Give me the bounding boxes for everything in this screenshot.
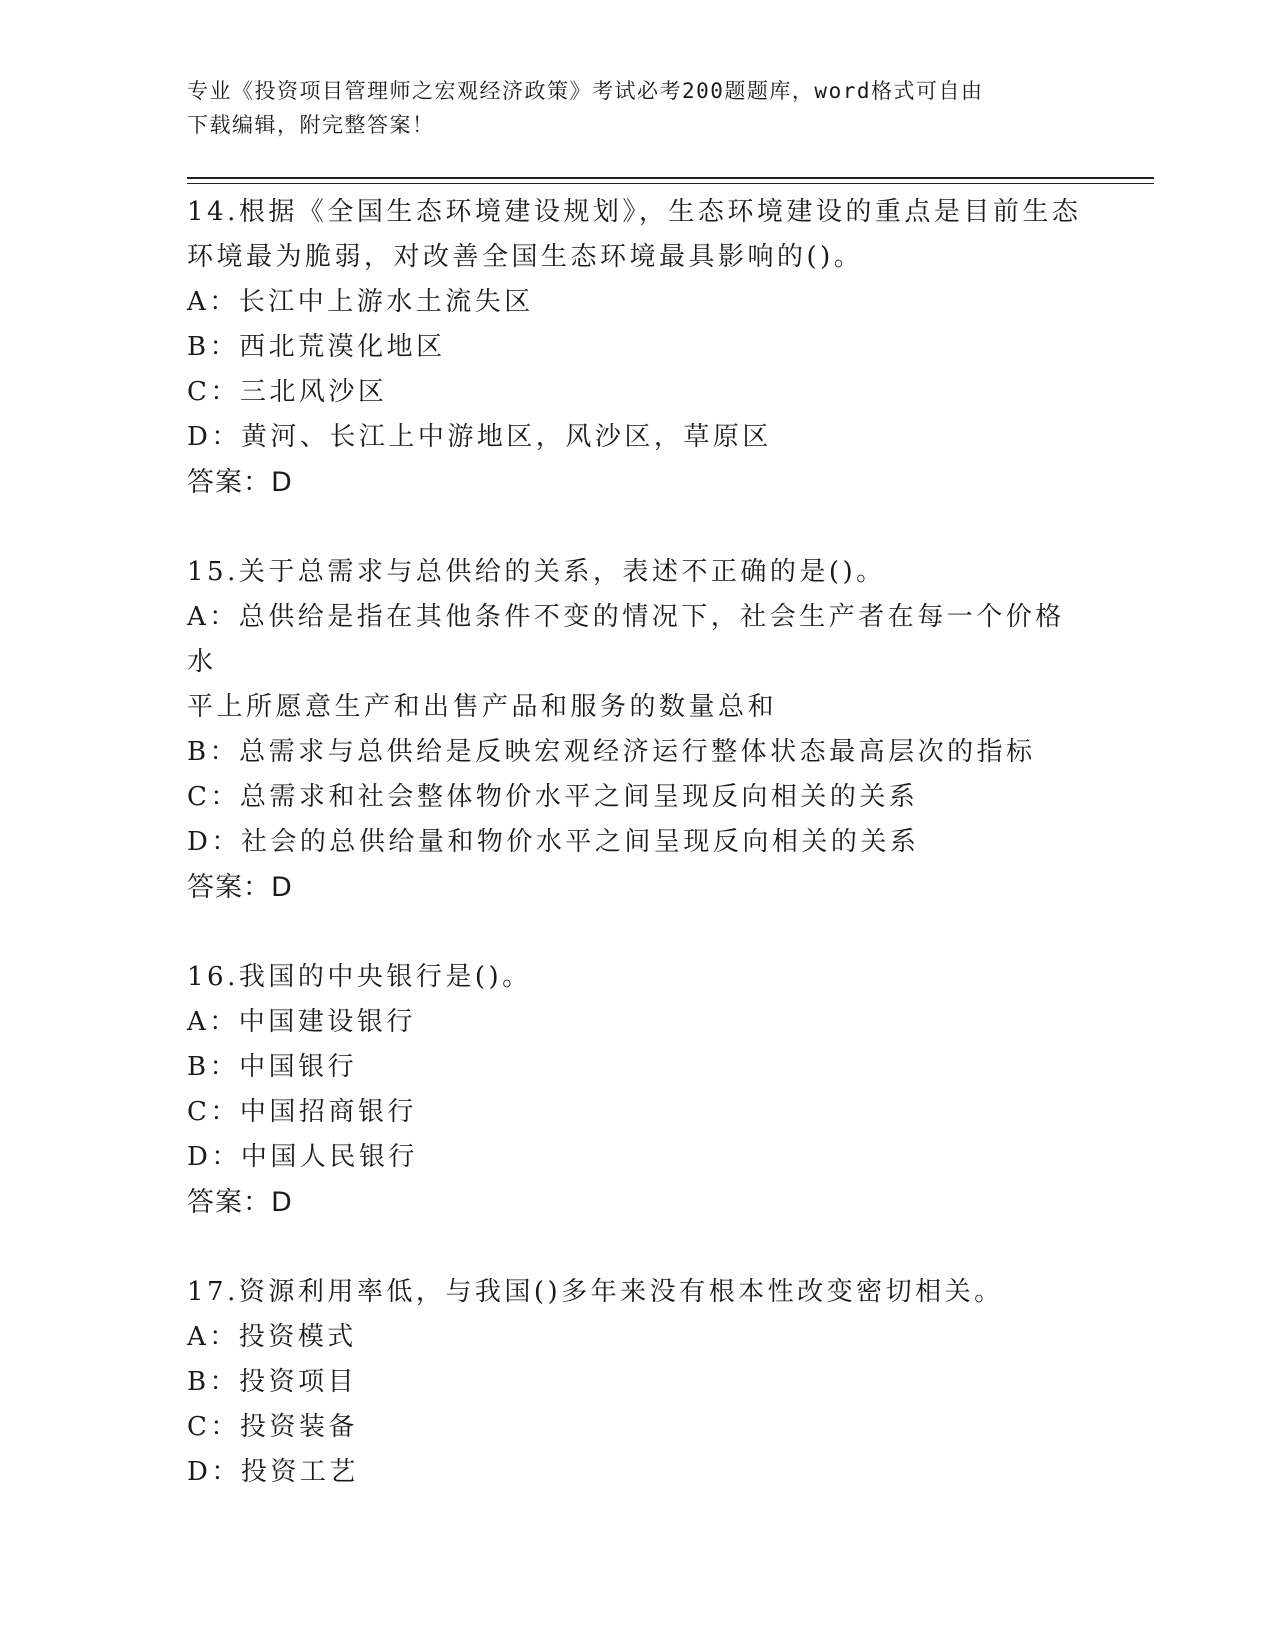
option-c: C：总需求和社会整体物价水平之间呈现反向相关的关系 — [187, 782, 919, 812]
question-17 — [187, 1270, 1087, 1495]
option-b: B：总需求与总供给是反映宏观经济运行整体状态最高层次的指标 — [187, 737, 1036, 767]
option-a: A：投资模式 — [187, 1322, 357, 1352]
option-c: C：三北风沙区 — [187, 377, 388, 407]
question-14 — [187, 190, 1087, 505]
document-header — [187, 74, 1067, 142]
option-d: D：社会的总供给量和物价水平之间呈现反向相关的关系 — [187, 827, 920, 857]
question-text-line: 15.关于总需求与总供给的关系，表述不正确的是()。 — [187, 557, 886, 587]
option-c: C：投资装备 — [187, 1412, 358, 1442]
option-a-continued: 平上所愿意生产和出售产品和服务的数量总和 — [187, 692, 778, 722]
header-divider-thick — [187, 177, 1154, 179]
option-d: D：中国人民银行 — [187, 1142, 418, 1172]
answer: 答案：D — [187, 872, 293, 903]
question-text-line: 16.我国的中央银行是()。 — [187, 962, 532, 992]
option-d: D：黄河、长江上中游地区，风沙区，草原区 — [187, 422, 772, 452]
option-b: B：中国银行 — [187, 1052, 358, 1082]
option-b: B：投资项目 — [187, 1367, 358, 1397]
option-c: C：中国招商银行 — [187, 1097, 417, 1127]
question-16 — [187, 955, 1087, 1225]
header-divider-thin — [187, 183, 1154, 184]
question-15 — [187, 550, 1087, 910]
question-list — [187, 190, 1087, 1540]
question-text-line: 17.资源利用率低，与我国()多年来没有根本性改变密切相关。 — [187, 1277, 1004, 1307]
header-line-2: 下载编辑，附完整答案！ — [187, 113, 435, 137]
header-line-1: 专业《投资项目管理师之宏观经济政策》考试必考200题题库，word格式可自由 — [187, 79, 984, 103]
option-b: B：西北荒漠化地区 — [187, 332, 446, 362]
question-text-line: 14.根据《全国生态环境建设规划》，生态环境建设的重点是目前生态 — [187, 197, 1082, 227]
answer: 答案：D — [187, 1187, 293, 1218]
option-a: A：长江中上游水土流失区 — [187, 287, 534, 317]
option-a: A：中国建设银行 — [187, 1007, 416, 1037]
option-d: D：投资工艺 — [187, 1457, 359, 1487]
answer: 答案：D — [187, 467, 293, 498]
question-text-line: 环境最为脆弱，对改善全国生态环境最具影响的()。 — [187, 242, 864, 272]
option-a: A：总供给是指在其他条件不变的情况下，社会生产者在每一个价格水 — [187, 602, 1065, 677]
